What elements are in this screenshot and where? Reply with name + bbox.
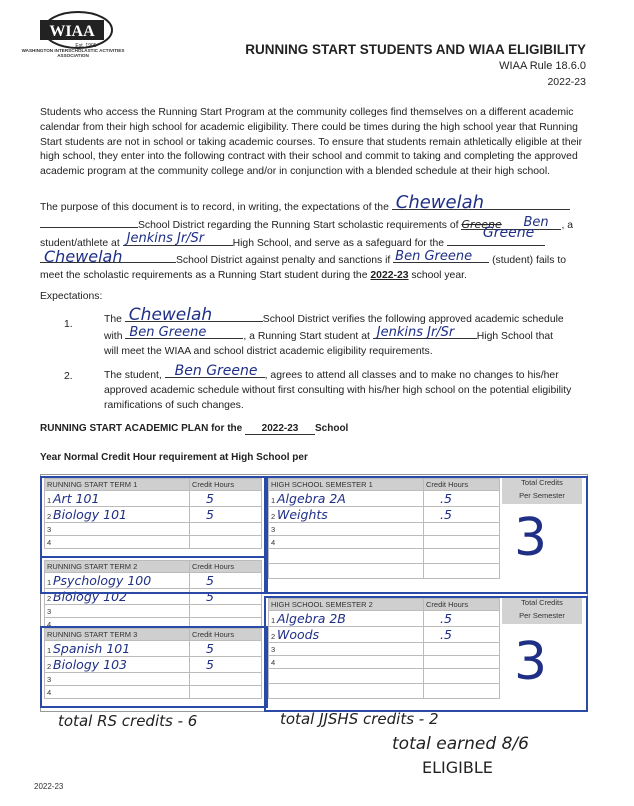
table-row: 4 <box>45 536 262 549</box>
logo-text: WIAA <box>49 23 95 40</box>
course-cell: Spanish 101 <box>53 641 131 656</box>
credit-requirement: Year Normal Credit Hour requirement at High School per <box>40 452 308 463</box>
exp-item-1-number: 1. <box>64 319 73 330</box>
exp-item-1 <box>104 305 594 359</box>
hs-semester-2-outline <box>264 596 588 712</box>
exp1-text-c: with <box>104 331 123 342</box>
student-name-handwritten: Ben Greene <box>395 248 473 264</box>
credit-cell: 5 <box>206 507 214 522</box>
rs-term-2-title: RUNNING START TERM 2 <box>45 561 190 573</box>
school-field[interactable] <box>123 230 233 246</box>
table-row: 1 Psychology 100 5 <box>45 573 262 589</box>
credit-cell: .5 <box>440 491 452 506</box>
expectations-heading: Expectations: <box>40 291 103 302</box>
header-year: 2022-23 <box>547 76 586 88</box>
hs-sem-2-total: 3 <box>514 632 548 692</box>
school-handwritten: Jenkins Jr/Sr <box>126 230 205 246</box>
purpose-text-6: School District against penalty and sanctions if <box>176 255 391 267</box>
total-credits-label: Total Credits <box>521 478 563 487</box>
purpose-year: 2022-23 <box>370 270 409 282</box>
exp1-text-b: School District verifies the following approved academic schedule <box>262 314 564 325</box>
purpose-text-7: (student) fails to <box>492 255 566 267</box>
table-row: 4 <box>269 656 500 669</box>
rs-term-1-credit-header: Credit Hours <box>190 479 262 491</box>
course-cell: Woods <box>277 627 320 642</box>
purpose-text-9: school year. <box>411 270 467 282</box>
purpose-text-3: , a <box>561 219 573 231</box>
plan-heading <box>40 423 348 435</box>
credit-cell: 5 <box>206 589 214 604</box>
district-handwritten: Chewelah <box>395 192 485 214</box>
per-semester-label: Per Semester <box>519 491 565 500</box>
rs-term-1-title: RUNNING START TERM 1 <box>45 479 190 491</box>
total-rs-credits: total RS credits - 6 <box>58 712 198 730</box>
table-row: 1 Algebra 2A .5 <box>269 491 500 507</box>
purpose-paragraph <box>40 192 590 284</box>
table-row: 3 <box>45 605 262 618</box>
hs-semester-2-title: HIGH SCHOOL SEMESTER 2 <box>269 599 424 611</box>
credit-cell: 5 <box>206 573 214 588</box>
table-row: 4 <box>45 686 262 699</box>
credit-cell: .5 <box>440 507 452 522</box>
exp2-text-b: , agrees to attend all classes and to make no changes to his/her <box>264 370 559 381</box>
logo-est: Est. 1905 <box>75 43 97 49</box>
table-row: 2 Biology 101 5 <box>45 507 262 523</box>
credit-cell: 5 <box>206 641 214 656</box>
exp2-text-a: The student, <box>104 370 162 381</box>
eligible-status: ELIGIBLE <box>422 758 493 777</box>
table-row: 3 <box>45 523 262 536</box>
safeguard-district-b-handwritten: Chewelah <box>44 246 123 266</box>
course-cell: Algebra 2A <box>277 491 346 506</box>
table-row: 3 <box>269 523 500 536</box>
course-cell: Biology 103 <box>53 657 127 672</box>
table-row: 3 <box>45 673 262 686</box>
exp-item-2 <box>104 363 594 413</box>
exp1-school-handwritten: Jenkins Jr/Sr <box>376 325 455 340</box>
credit-cell: .5 <box>440 611 452 626</box>
exp1-text-a: The <box>104 314 122 325</box>
table-row: 1 Algebra 2B .5 <box>269 611 500 627</box>
district-field[interactable] <box>392 192 570 214</box>
credit-cell: 5 <box>206 491 214 506</box>
blank-line <box>40 216 138 228</box>
per-semester-label: Per Semester <box>519 611 565 620</box>
total-earned: total earned 8/6 <box>392 734 529 754</box>
table-row: 2 Weights .5 <box>269 507 500 523</box>
footer-year: 2022-23 <box>34 782 64 791</box>
credit-cell: 5 <box>206 657 214 672</box>
rs-term-3-title: RUNNING START TERM 3 <box>45 629 190 641</box>
total-hs-credits: total JJSHS credits - 2 <box>280 710 439 728</box>
course-cell: Psychology 100 <box>53 573 152 588</box>
rule-number: WIAA Rule 18.6.0 <box>499 60 586 72</box>
student-handwritten: Ben <box>523 215 549 230</box>
exp1-school-field[interactable] <box>373 327 477 339</box>
table-row: 1 Art 101 5 <box>45 491 262 507</box>
table-row: 4 <box>45 618 262 631</box>
purpose-text-4: student/athlete at <box>40 237 120 249</box>
table-row: 3 <box>269 643 500 656</box>
safeguard-district-field-a[interactable] <box>447 224 545 246</box>
purpose-text-8: meet the scholastic requirements as a Running Start student during the <box>40 270 368 282</box>
exp2-student-field[interactable] <box>165 363 265 379</box>
purpose-text-1: The purpose of this document is to record, in writing, the expectations of the <box>40 202 389 213</box>
table-row: 1 Spanish 101 5 <box>45 641 262 657</box>
student-struck: Greene <box>461 217 502 231</box>
exp1-text-d: , a Running Start student at <box>243 331 370 342</box>
exp-item-2-number: 2. <box>64 371 73 382</box>
logo-organization: WASHINGTON INTERSCHOLASTIC ACTIVITIES ASSOCIATION <box>21 48 125 58</box>
credit-cell: .5 <box>440 627 452 642</box>
total-credits-label: Total Credits <box>521 598 563 607</box>
hs-semester-1-title: HIGH SCHOOL SEMESTER 1 <box>269 479 424 491</box>
plan-heading-b: School <box>315 423 349 434</box>
safeguard-district-a-handwritten: Greene <box>482 224 535 241</box>
exp1-text-f: will meet the WIAA and school district academic eligibility requirements. <box>104 346 433 357</box>
course-cell: Biology 101 <box>53 507 127 522</box>
hs-semester-1-credit-header: Credit Hours <box>424 479 500 491</box>
purpose-text-5: High School, and serve as a safeguard for the <box>232 237 445 249</box>
exp1-student-field[interactable] <box>125 327 243 339</box>
exp2-text-c: approved academic schedule without first consulting with his/her high school on the potential eligibility ramifications of such changes. <box>104 385 572 411</box>
rs-term-2-outline <box>40 554 268 594</box>
page-title: RUNNING START STUDENTS AND WIAA ELIGIBILITY <box>245 42 586 57</box>
table-row: 4 <box>269 536 500 549</box>
hs-semester-1-outline <box>264 476 588 594</box>
exp2-student-handwritten: Ben Greene <box>174 363 258 379</box>
hs-semester-2-credit-header: Credit Hours <box>424 599 500 611</box>
exp1-district-field[interactable] <box>125 305 263 325</box>
table-row: 2 Biology 102 5 <box>45 589 262 605</box>
exp1-district-handwritten: Chewelah <box>128 305 213 325</box>
course-cell: Art 101 <box>53 491 100 506</box>
rs-term-3-credit-header: Credit Hours <box>190 629 262 641</box>
rs-term-2-credit-header: Credit Hours <box>190 561 262 573</box>
plan-heading-year: 2022-23 <box>245 423 315 435</box>
intro-paragraph: Students who access the Running Start Program at the community colleges find themselves on a different academic calendar from their high school for academic eligibility. There could be times during the high school year that Running Start students are not in school or taking academic courses. To ensure that students remain athletically eligible at their high school, they enter into the following contract with their school and commit to taking and completing the approved academic program at the community college and/or in conjunction with a blended schedule at their high school. <box>40 107 583 178</box>
course-cell: Algebra 2B <box>277 611 346 626</box>
rs-term-1-outline <box>40 476 268 558</box>
safeguard-district-field-b[interactable] <box>40 246 176 266</box>
exp1-student-handwritten: Ben Greene <box>129 325 207 340</box>
purpose-text-2: School District regarding the Running Start scholastic requirements of <box>138 219 459 231</box>
course-cell: Biology 102 <box>53 589 127 604</box>
course-cell: Weights <box>277 507 328 522</box>
table-row: 2 Woods .5 <box>269 627 500 643</box>
plan-heading-a: RUNNING START ACADEMIC PLAN for the <box>40 423 243 434</box>
rs-term-3-outline <box>40 626 268 708</box>
student-name-field[interactable] <box>393 248 489 264</box>
hs-sem-1-total: 3 <box>514 508 548 568</box>
table-row: 2 Biology 103 5 <box>45 657 262 673</box>
exp1-text-e: High School that <box>476 331 554 342</box>
